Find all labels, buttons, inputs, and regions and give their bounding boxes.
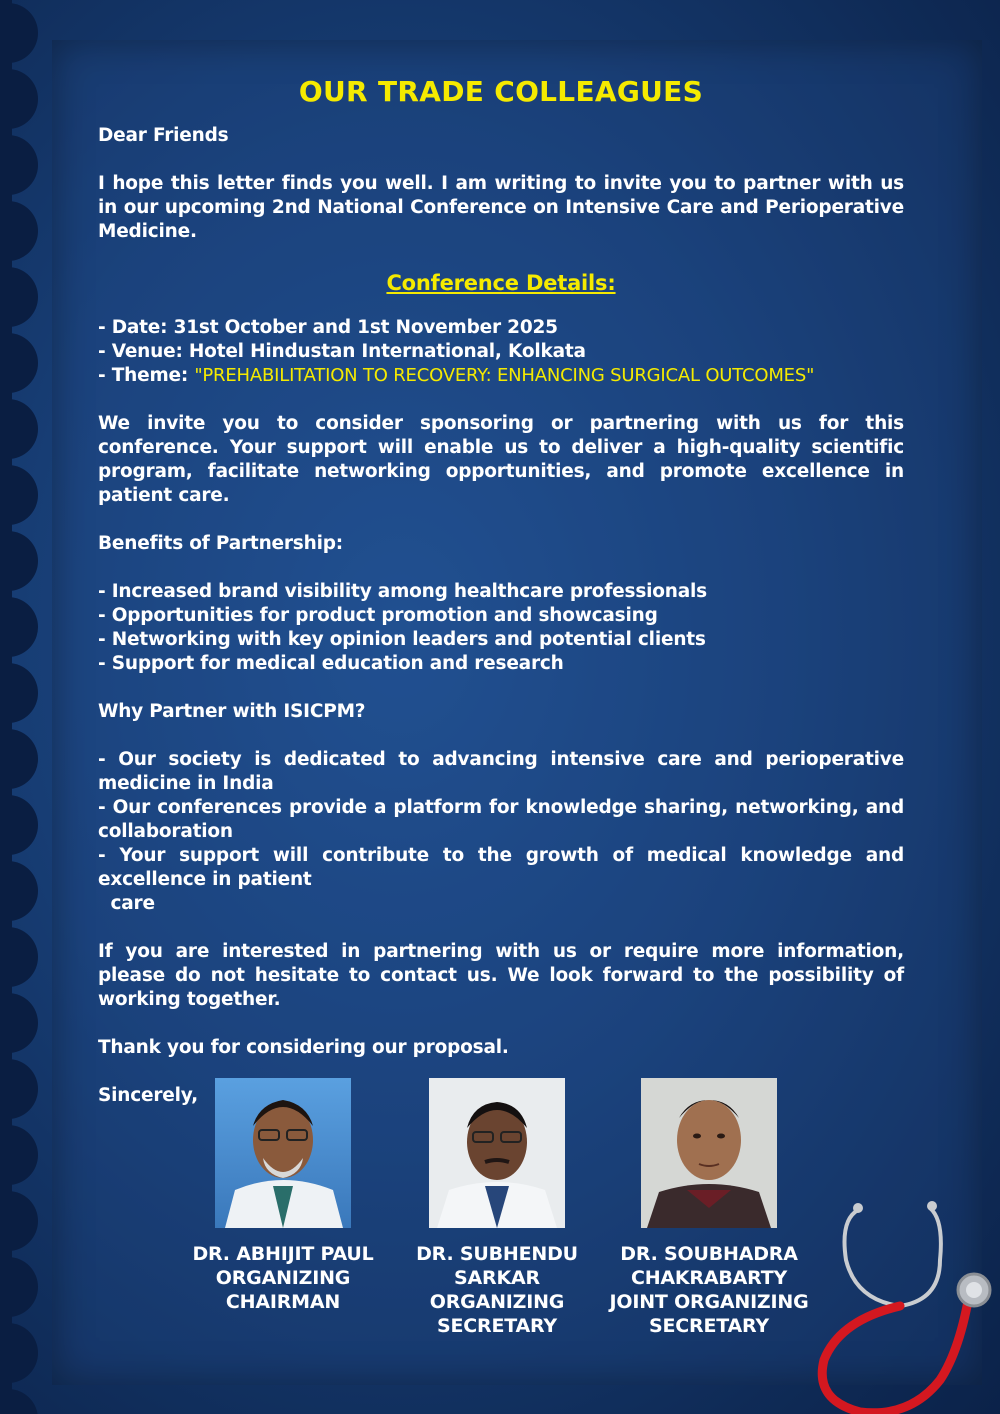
invite-paragraph: We invite you to consider sponsoring or partnering with us for this conference. Your support will enable us to deliver a high-quality scientific program, facilitate networking opportunities, and promote excellence in patient care. — [98, 413, 904, 506]
contact-paragraph: If you are interested in partnering with us or require more information, please do not hesitate to contact us. We look forward to the possibility of working together. — [98, 941, 904, 1010]
signatory-card — [599, 1078, 819, 1338]
scallop-shape — [0, 267, 38, 327]
intro-paragraph: I hope this letter finds you well. I am writing to invite you to partner with us in our upcoming 2nd National Conference on Intensive Care and Perioperative Medicine. — [98, 173, 904, 242]
benefits-list — [98, 580, 904, 676]
list-item: - Our conferences provide a platform for knowledge sharing, networking, and collaboration — [98, 797, 904, 842]
scallop-shape — [0, 795, 38, 855]
scallop-shape — [0, 1389, 38, 1414]
conference-details-list — [98, 316, 904, 388]
list-item: care — [98, 893, 155, 914]
theme-value: "PREHABILITATION TO RECOVERY: ENHANCING SURGICAL OUTCOMES" — [194, 365, 815, 386]
scallop-shape — [0, 3, 38, 63]
scallop-shape — [0, 465, 38, 525]
why-list — [98, 748, 904, 916]
scallop-shape — [0, 729, 38, 789]
scallop-shape — [0, 663, 38, 723]
signatory-name: DR. ABHIJIT PAUL ORGANIZING CHAIRMAN — [192, 1243, 374, 1313]
scallop-shape — [0, 135, 38, 195]
thanks-line: Thank you for considering our proposal. — [98, 1037, 509, 1058]
scallop-shape — [0, 69, 38, 129]
portrait-photo — [641, 1078, 777, 1228]
scallop-shape — [0, 333, 38, 393]
scallop-shape — [0, 201, 38, 261]
conference-details-heading: Conference Details: — [386, 271, 616, 295]
closing-line: Sincerely, — [98, 1085, 199, 1106]
scallop-shape — [0, 1125, 38, 1185]
scallop-shape — [0, 927, 38, 987]
page-title: OUR TRADE COLLEAGUES — [298, 75, 704, 108]
list-item: - Increased brand visibility among healthcare professionals — [98, 581, 707, 602]
theme-label: - Theme: — [98, 365, 195, 386]
detail-venue: - Venue: Hotel Hindustan International, Kolkata — [98, 341, 586, 362]
scallop-shape — [0, 1191, 38, 1251]
detail-theme — [98, 364, 904, 388]
stethoscope-icon — [800, 1190, 1000, 1414]
scallop-shape — [0, 597, 38, 657]
list-item: - Opportunities for product promotion and showcasing — [98, 605, 658, 626]
scallop-shape — [0, 399, 38, 459]
signatory-card — [387, 1078, 607, 1338]
list-item: - Networking with key opinion leaders and potential clients — [98, 629, 706, 650]
signatory-card — [173, 1078, 393, 1314]
scalloped-border — [0, 0, 40, 1414]
greeting: Dear Friends — [98, 125, 229, 146]
portrait-photo — [215, 1078, 351, 1228]
detail-date: - Date: 31st October and 1st November 2025 — [98, 317, 558, 338]
signatory-name: DR. SOUBHADRA CHAKRABARTY JOINT ORGANIZING SECRETARY — [609, 1243, 809, 1337]
scallop-shape — [0, 1059, 38, 1119]
why-heading: Why Partner with ISICPM? — [98, 701, 366, 722]
scallop-shape — [0, 861, 38, 921]
list-item: - Support for medical education and research — [98, 653, 564, 674]
list-item: - Your support will contribute to the growth of medical knowledge and excellence in patient — [98, 845, 904, 890]
benefits-heading: Benefits of Partnership: — [98, 533, 343, 554]
signatory-name: DR. SUBHENDU SARKAR ORGANIZING SECRETARY — [416, 1243, 578, 1337]
portrait-photo — [429, 1078, 565, 1228]
letter-body — [98, 70, 904, 1132]
list-item: - Our society is dedicated to advancing intensive care and perioperative medicine in India — [98, 749, 904, 794]
scallop-shape — [0, 1323, 38, 1383]
scallop-shape — [0, 531, 38, 591]
scallop-shape — [0, 1257, 38, 1317]
scallop-shape — [0, 993, 38, 1053]
